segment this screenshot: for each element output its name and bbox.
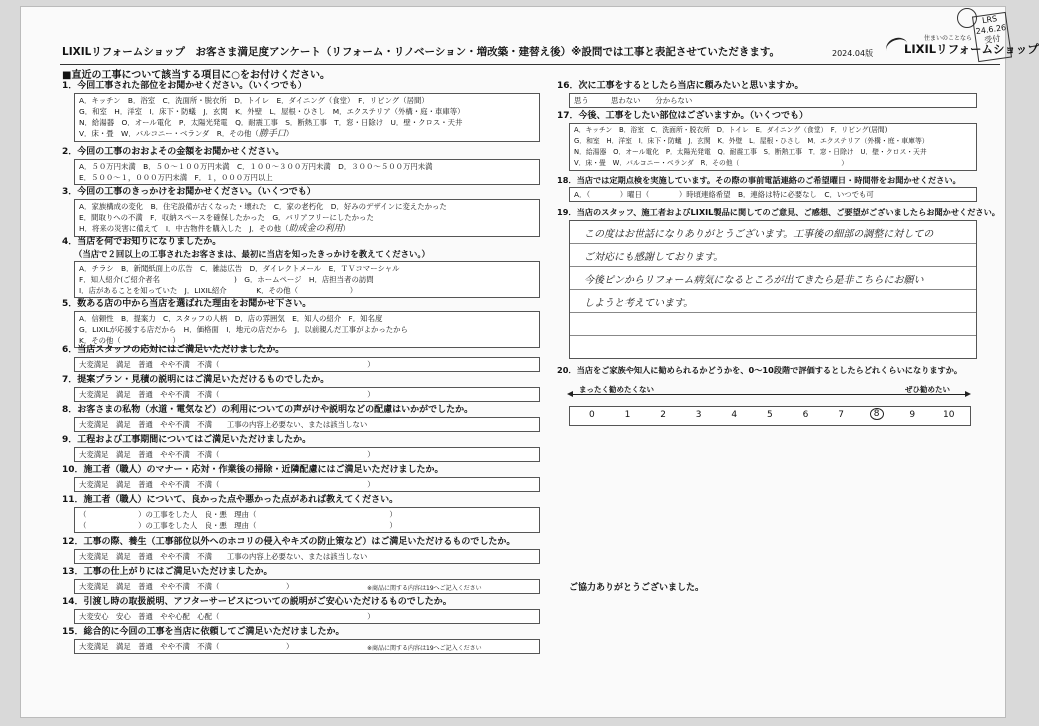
- logo-name: LIXILリフォームショップ: [904, 42, 1039, 56]
- question-8: [62, 404, 540, 432]
- scale-number[interactable]: 3: [695, 410, 702, 420]
- question-15: [62, 626, 540, 654]
- option-line: G．和室 H．洋室 I．床下・防蟻 J．玄関 K．外壁 L．屋根・ひさし M．エクステリア（外構・庭・車庫等）: [79, 107, 465, 116]
- scale-number[interactable]: 10: [943, 410, 955, 420]
- rating-line: 大変満足 満足 普通 やや不満 不満（: [79, 390, 220, 399]
- lixil-logo: [886, 32, 1039, 62]
- comment-line: [570, 313, 976, 336]
- question-1-options[interactable]: A．キッチン B．浴室 C．洗面所・脱衣所 D．トイレ E．ダイニング（食堂） F．リビング（居間） G．和室 H．洋室 I．床下・防蟻 J．玄関 K．外壁 L．屋根・ひさし M．エクステリア（外構・庭・車庫等） N．給湯器 O．オール電化 P．太陽光発電 Q．耐震工事 S．断熱工事 T．窓・日除け U．壁・クロス・天井 V．床・畳 W．バルコニー・ベランダ R．その他（勝手口）: [74, 93, 540, 142]
- question-4-subtitle: （当店で２回以上の工事されたお客さまは、最初に当店を知ったきっかけを教えてください。）: [74, 249, 430, 259]
- question-9-options[interactable]: 大変満足 満足 普通 やや不満 不満（ ）: [74, 447, 540, 462]
- scale-number[interactable]: 2: [660, 410, 666, 420]
- nps-scale[interactable]: [569, 406, 971, 426]
- option-line: A．信頼性 B．提案力 C．スタッフの人柄 D．店の雰囲気 E．知人の紹介 F．知名度: [79, 314, 383, 323]
- question-15-options[interactable]: 大変満足 満足 普通 やや不満 不満（ ） ※商品に関する内容は19へご記入ください: [74, 639, 540, 654]
- question-12-options[interactable]: [74, 549, 540, 564]
- handwritten-other: 勝手口: [258, 129, 286, 139]
- comment-line: [570, 221, 976, 244]
- question-17-options[interactable]: A．キッチン B．浴室 C．洗面所・脱衣所 D．トイレ E．ダイニング（食堂） F．リビング(居間) G．和室 H．洋室 I．床下・防蟻 J．玄関 K．外壁 L．屋根・ひさし M．エクステリア（外構・庭・車庫等） N．給湯器 O．オール電化 P．太陽光発電 Q．耐震工事 S．断熱工事 T．窓・日除け U．壁・クロス・天井 V．床・畳 W．バルコニー・ベランダ R．その他（ ）: [569, 123, 977, 171]
- option-line: I．店があることを知っていた J．LIXIL紹介 K．その他（: [79, 286, 299, 295]
- question-17-title: 17．今後、工事をしたい部位はございますか。（いくつでも）: [557, 111, 809, 121]
- question-2-title: 2．今回の工事のおおよその金額をお聞かせください。: [62, 147, 285, 157]
- option-line: G．和室 H．洋室 I．床下・防蟻 J．玄関 K．外壁 L．屋根・ひさし M．エクステリア（外構・庭・車庫等）: [574, 137, 929, 145]
- question-13: [62, 566, 540, 594]
- question-3: [62, 186, 540, 237]
- question-9-title: 9．工程および工事期間についてはご満足いただけましたか。: [62, 435, 312, 445]
- scale-number[interactable]: 8: [870, 408, 884, 420]
- question-6-title: 6．当店スタッフの応対にはご満足いただけましたか。: [62, 345, 285, 355]
- option-line: A．キッチン B．浴室 C．洗面所・脱衣所 D．トイレ E．ダイニング（食堂） F．リビング(居間): [574, 126, 888, 134]
- logo-tagline: 住まいのことなら: [924, 35, 973, 42]
- handwritten-other: 助成金の利用: [288, 224, 343, 234]
- scale-number[interactable]: 7: [838, 410, 844, 420]
- question-4-options[interactable]: A．チラシ B．新聞紙面上の広告 C．雑誌広告 D．ダイレクトメール E．ＴＶコマーシャル F．知人紹介(ご紹介者名 ) G．ホームページ H．店担当者の訪問 I．店があることを知っていた J．LIXIL紹介 K．その他（ ）: [74, 261, 540, 298]
- question-3-title: 3．今回の工事のきっかけをお聞かせください。（いくつでも）: [62, 187, 316, 197]
- question-7-options[interactable]: 大変満足 満足 普通 やや不満 不満（ ）: [74, 387, 540, 402]
- question-5-options[interactable]: A．信頼性 B．提案力 C．スタッフの人柄 D．店の雰囲気 E．知人の紹介 F．知名度 G．LIXILが応援する店だから H．価格面 I．地元の店だから J．以前親んだ工事がよかったから K．その他（ ）: [74, 311, 540, 348]
- question-13-options[interactable]: 大変満足 満足 普通 やや不満 不満（ ） ※商品に関する内容は19へご記入ください: [74, 579, 540, 594]
- question-10-options[interactable]: 大変満足 満足 普通 やや不満 不満（ ）: [74, 477, 540, 492]
- question-17: [557, 110, 977, 171]
- question-6-options[interactable]: 大変満足 満足 普通 やや不満 不満（ ）: [74, 357, 540, 372]
- question-14-title: 14．引渡し時の取扱説明、アフターサービスについての説明がご安心いただけるものでしたか。: [62, 597, 452, 607]
- option-line: F．知人紹介(ご紹介者名 ) G．ホームページ H．店担当者の訪問: [79, 275, 374, 284]
- rating-line: 大変満足 満足 普通 やや不満 不満 工事の内容上必要ない、または該当しない: [79, 420, 368, 429]
- rating-line: 大変満足 満足 普通 やや不満 不満（: [79, 360, 220, 369]
- thanks-message: ご協力ありがとうございました。: [569, 583, 705, 593]
- question-12: [62, 536, 540, 564]
- survey-title: LIXILリフォームショップ お客さま満足度アンケート（リフォーム・リノベーション・増改築・建替え後）※設問では工事と表記させていただきます。: [62, 46, 781, 58]
- question-7: [62, 374, 540, 402]
- header-divider: [60, 64, 1000, 65]
- question-2-options[interactable]: [74, 159, 540, 185]
- comment-line: [570, 267, 976, 290]
- survey-sheet: [20, 6, 1039, 718]
- contact-preference-line: A．（ ）曜日（ ）時頃連絡希望 B．連絡は特に必要なし C．いつでも可: [574, 190, 874, 199]
- worker-line: （ ）の工事をした人 良・悪 理由（: [79, 521, 257, 530]
- form-version: 2024.04版: [832, 49, 874, 58]
- scale-number[interactable]: 9: [909, 410, 916, 420]
- question-13-title: 13．工事の仕上がりにはご満足いただけましたか。: [62, 567, 273, 577]
- scale-high-label: ぜひ勧めたい: [905, 385, 950, 394]
- question-6: [62, 344, 540, 372]
- scale-number[interactable]: 1: [624, 410, 631, 420]
- scale-number[interactable]: 0: [589, 410, 595, 420]
- question-20-title: 20．当店をご家族や知人に勧められるかどうかを、0～10段階で評価するとしたらどれくらいになりますか。: [557, 365, 963, 375]
- question-14: [62, 596, 540, 624]
- question-16-title: 16．次に工事をするとしたら当店に頼みたいと思いますか。: [557, 81, 804, 91]
- question-4-title: 4．当店を何でお知りになりましたか。: [62, 237, 222, 247]
- comment-box[interactable]: [569, 220, 977, 359]
- option-line: A．５０万円未満 B．５０～１００万円未満 C．１００～３００万円未満 D．３００～５００万円未満: [79, 162, 433, 171]
- scale-number[interactable]: 6: [802, 410, 809, 420]
- rating-line: 大変満足 満足 普通 やや不満 不満 工事の内容上必要ない、または該当しない: [79, 552, 368, 561]
- question-7-title: 7．提案プラン・見積の説明にはご満足いただけるものでしたか。: [62, 375, 330, 385]
- comment-line: [570, 336, 976, 358]
- worker-line: （ ）の工事をした人 良・悪 理由（: [79, 510, 257, 519]
- question-10-title: 10．施工者（職人）のマナー・応対・作業後の掃除・近隣配慮にはご満足いただけましたか。: [62, 465, 444, 475]
- handwritten-comment: この度はお世話になりありがとうございます。工事後の細部の調整に対しての: [584, 229, 934, 240]
- question-9: [62, 434, 540, 462]
- rating-line: 大変満足 満足 普通 やや不満 不満（: [79, 450, 220, 459]
- handwritten-comment: しようと考えています。: [584, 298, 694, 309]
- question-8-title: 8．お客さまの私物（水道・電気など）の利用についての声がけや説明などの配慮はいかがでしたか。: [62, 405, 474, 415]
- stamp-line-3: 受付: [983, 33, 1001, 46]
- question-14-options[interactable]: 大変安心 安心 普通 やや心配 心配（ ）: [74, 609, 540, 624]
- rating-line: 思う 思わない 分からない: [574, 96, 693, 105]
- question-11-options[interactable]: （ ）の工事をした人 良・悪 理由（ ） （ ）の工事をした人 良・悪 理由（ ）: [74, 507, 540, 533]
- question-16: [557, 80, 977, 108]
- option-line: V．床・畳 W．バルコニー・ベランダ R．その他（: [79, 129, 259, 138]
- option-line: N．給湯器 O．オール電化 P．太陽光発電 Q．耐震工事 S．断熱工事 T．窓・日除け U．壁・クロス・天井: [574, 148, 927, 156]
- question-10: [62, 464, 540, 492]
- scale-number[interactable]: 5: [767, 410, 773, 420]
- question-5-title: 5．数ある店の中から当店を選ばれた理由をお聞かせ下さい。: [62, 299, 312, 309]
- option-line: G．LIXILが応援する店だから H．価格面 I．地元の店だから J．以前親んだ工事がよかったから: [79, 325, 408, 334]
- option-line: E．間取りへの不満 F．収納スペースを確保したかった G．バリアフリーにしたかった: [79, 213, 374, 222]
- option-line: K．その他（: [79, 336, 121, 345]
- question-2: [62, 146, 540, 185]
- question-1: [62, 80, 540, 142]
- question-4: [62, 236, 540, 298]
- question-11-title: 11．施工者（職人）について、良かった点や悪かった点があれば教えてください。: [62, 495, 399, 505]
- comment-line: [570, 290, 976, 313]
- question-15-title: 15．総合的に今回の工事を当店に依頼してご満足いただけましたか。: [62, 627, 345, 637]
- question-1-title: 1．今回工事された部位をお聞かせください。（いくつでも）: [62, 81, 307, 91]
- rating-line: 大変満足 満足 普通 やや不満 不満（: [79, 480, 220, 489]
- question-18: [557, 174, 977, 202]
- scale-number[interactable]: 4: [731, 410, 738, 420]
- question-18-title: 18．当店では定期点検を実施しています。その際の事前電話連絡のご希望曜日・時間帯をお聞かせください。: [557, 175, 961, 185]
- question-19: [557, 206, 1000, 359]
- question-16-options[interactable]: [569, 93, 977, 108]
- note-text: ※商品に関する内容は19へご記入ください: [367, 585, 482, 592]
- scale-arrow: [569, 394, 969, 395]
- rating-line: 大変安心 安心 普通 やや心配 心配（: [79, 612, 220, 621]
- scale-low-label: まったく勧めたくない: [579, 385, 654, 394]
- option-line: A．キッチン B．浴室 C．洗面所・脱衣所 D．トイレ E．ダイニング（食堂） F．リビング（居間）: [79, 96, 429, 105]
- note-text: ※商品に関する内容は19へご記入ください: [367, 645, 482, 652]
- rating-line: 大変満足 満足 普通 やや不満 不満（: [79, 642, 220, 651]
- option-line: A．家族構成の変化 B．住宅設備が古くなった・壊れた C．家の老朽化 D．好みのデザインに変えたかった: [79, 202, 447, 211]
- directive-text: ■直近の工事について該当する項目に○をお付けください。: [62, 70, 330, 81]
- question-8-options[interactable]: [74, 417, 540, 432]
- option-line: E．５００～１，０００万円未満 F．１，０００万円以上: [79, 173, 273, 182]
- question-11: [62, 494, 540, 533]
- option-line: H．将来の災害に備えて I．中古物件を購入した J．その他（: [79, 224, 289, 233]
- question-20: [557, 364, 977, 376]
- question-12-title: 12．工事の際、養生（工事部位以外へのホコリの侵入やキズの防止策など）はご満足いただけるものでしたか。: [62, 537, 516, 547]
- option-line: V．床・畳 W．バルコニー・ベランダ R．その他（: [574, 159, 740, 167]
- stamp-line-1: LRS: [981, 14, 998, 26]
- question-5: [62, 298, 540, 348]
- option-line: N．給湯器 O．オール電化 P．太陽光発電 Q．耐震工事 S．断熱工事 T．窓・日除け U．壁・クロス・天井: [79, 118, 463, 127]
- question-18-options[interactable]: [569, 187, 977, 202]
- comment-line: [570, 244, 976, 267]
- handwritten-comment: 今後ピンからリフォーム病気になるところが出てきたら是非こちらにお願い: [584, 275, 924, 286]
- question-3-options[interactable]: A．家族構成の変化 B．住宅設備が古くなった・壊れた C．家の老朽化 D．好みのデザインに変えたかった E．間取りへの不満 F．収納スペースを確保したかった G．バリアフリーにしたかった H．将来の災害に備えて I．中古物件を購入した J．その他（助成金の利用）: [74, 199, 540, 237]
- option-line: A．チラシ B．新聞紙面上の広告 C．雑誌広告 D．ダイレクトメール E．ＴＶコマーシャル: [79, 264, 400, 273]
- rating-line: 大変満足 満足 普通 やや不満 不満（: [79, 582, 220, 591]
- handwritten-comment: ご対応にも感謝しております。: [584, 252, 724, 263]
- stamp-line-2: 24.6.26: [975, 22, 1007, 37]
- question-19-title: 19．当店のスタッフ、施工者およびLIXIL製品に関してのご意見、ご感想、ご要望がございましたらお聞かせください。: [557, 207, 1000, 217]
